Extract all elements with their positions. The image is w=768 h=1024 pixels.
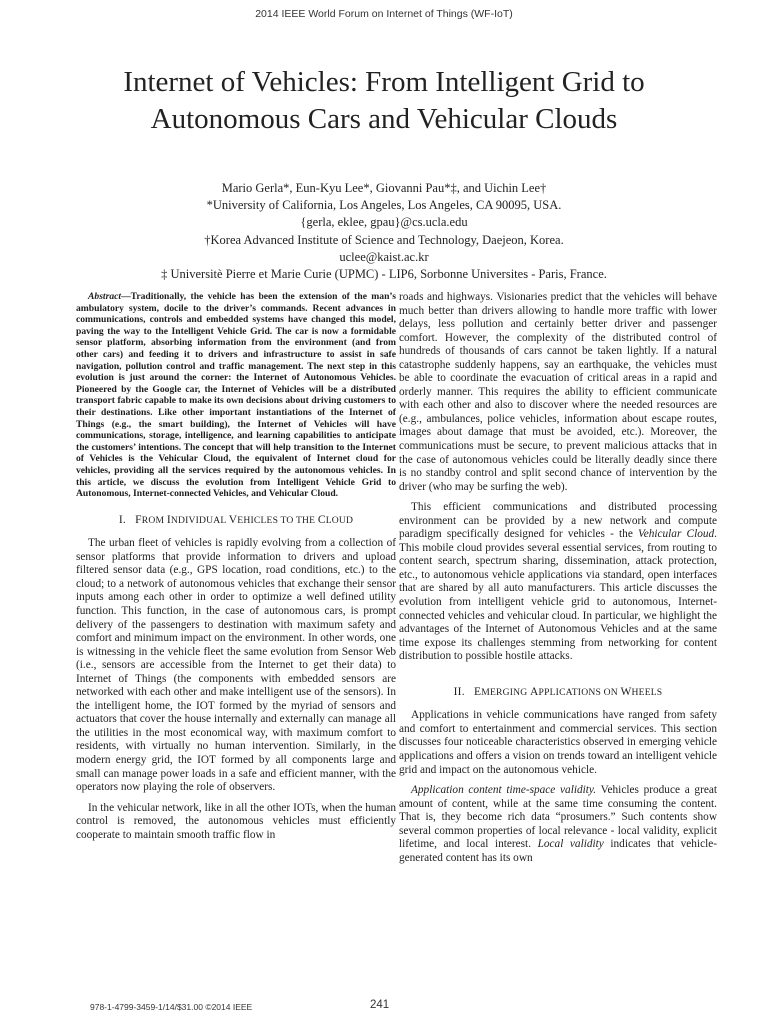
running-header: 2014 IEEE World Forum on Internet of Things (WF-IoT) xyxy=(255,8,513,20)
email-ucla: {gerla, eklee, gpau}@cs.ucla.edu xyxy=(300,215,468,230)
emphasis-text: Local validity xyxy=(537,838,604,851)
page-number: 241 xyxy=(370,999,390,1011)
affiliation-ucla: *University of California, Los Angeles, Los Angeles, CA 90095, USA. xyxy=(206,198,562,213)
right-column xyxy=(399,291,717,865)
body-paragraph: Applications in vehicle communications have ranged from safety and comfort to entertainment and commercial services. This section discusses four noticeable characteristics observed in emerging vehicle applications and offers a vision on trends toward an intelligent vehicle grid and impact on the autonomous vehicle. xyxy=(399,709,717,776)
heading-smallcaps: PPLICATIONS ON xyxy=(538,686,621,698)
section-heading-2 xyxy=(399,686,717,700)
text-run: indicates that vehicle-generated content has its own xyxy=(399,838,718,864)
body-paragraph: In the vehicular network, like in all the other IOTs, when the human control is removed, the autonomous vehicles must efficiently cooperate to maintain smooth traffic flow in xyxy=(76,801,396,841)
emphasis-text: Vehicular Cloud xyxy=(638,528,715,541)
heading-cap: C xyxy=(317,513,326,526)
abstract xyxy=(76,291,396,500)
paper-title-line-2: Autonomous Cars and Vehicular Clouds xyxy=(150,103,618,135)
paper-title-line-1: Internet of Vehicles: From Intelligent Grid to xyxy=(123,66,645,98)
text-run: . This mobile cloud provides several essential services, from routing to content search, spectrum sharing, dissemination, attack protection, etc., to autonomous vehicle applications via standard, open interfaces that are shared by all auto manufacturers. This article discusses the evolution from intelligent vehicle grid to autonomous, Internet-connected vehicles and vehicular cloud. In particular, we highlight the advantages of the Internet of Autonomous Vehicles and at the same time expose its challenges stemming from networking for content distribution to possible hostile attacks. xyxy=(399,528,717,663)
author-block xyxy=(40,180,728,283)
heading-cap: F xyxy=(135,513,142,526)
author-names: Mario Gerla*, Eun-Kyu Lee*, Giovanni Pau*‡, and Uichin Lee† xyxy=(221,181,547,195)
body-paragraph: roads and highways. Visionaries predict that the vehicles will behave much better than drivers allowing to handle more traffic with lower delays, less pollution and certainly better driver and passenger comfort. However, the complexity of the distributed control of hundreds of thousands of cars cannot be taken lightly. If a natural catastrophe suddenly happens, say an earthquake, the vehicles must be able to coordinate the evacuation of critical areas in a rapid and orderly manner. This requires the ability to efficient communicate with each other and also to discover where the needed resources are (e.g., ambulances, police vehicles, information about escape routes, images about damage that must be avoided, etc.). Moreover, the communications must be secure, to prevent malicious attacks that in the case of autonomous vehicles could be literally deadly since there is no standby control and split second chance of intervention by the driver (who may be surfing the web). xyxy=(399,291,717,493)
section-heading-1 xyxy=(76,514,396,528)
heading-smallcaps: ROM xyxy=(141,514,167,526)
abstract-text: —Traditionally, the vehicle has been the extension of the man’s ambulatory system, docile to the driver’s commands. Recent advances in communications, controls and embedded systems have changed this model, paving the way to the Intelligent Vehicle Grid. The car is now a formidable sensor platform, absorbing information from the environment (and from other cars) and feeding it to drivers and infrastructure to assist in safe navigation, pollution control and traffic management. The next step in this evolution is just around the corner: the Internet of Autonomous Vehicles. Pioneered by the Google car, the Internet of Vehicles will be a distributed transport fabric capable to make its own decisions about driving customers to their destinations. Like other important instantiations of the Internet of Things (e.g., the smart building), the Internet of Vehicles will have communications, storage, intelligence, and learning capabilities to anticipate the customers’ intentions. The concept that will help transition to the Internet of Vehicles is the Vehicular Cloud, the equivalent of Internet cloud for vehicles, providing all the services required by the autonomous vehicles. In this article, we discuss the evolution from Intelligent Vehicle Grid to Autonomous, Internet-connected Vehicles, and Vehicular Cloud. xyxy=(76,291,396,500)
heading-smallcaps: NDIVIDUAL xyxy=(170,514,229,526)
heading-cap: E xyxy=(474,685,482,698)
heading-cap: A xyxy=(530,685,539,698)
heading-cap: V xyxy=(228,513,238,526)
affiliation-upmc: ‡ Universitè Pierre et Marie Curie (UPMC) - LIP6, Sorbonne Universites - Paris, France. xyxy=(161,267,607,282)
heading-smallcaps: LOUD xyxy=(325,514,354,526)
affiliation-kaist: †Korea Advanced Institute of Science and Technology, Daejeon, Korea. xyxy=(204,232,564,247)
section-numeral: I. xyxy=(118,513,126,526)
heading-smallcaps: MERGING xyxy=(481,686,531,698)
email-kaist: uclee@kaist.ac.kr xyxy=(339,249,429,264)
body-paragraph xyxy=(399,784,717,865)
heading-smallcaps: HEELS xyxy=(631,686,663,698)
body-paragraph: The urban fleet of vehicles is rapidly evolving from a collection of sensor platforms that provide information to drivers and upload filtered sensor data (e.g., GPS location, road conditions, etc.) to the cloud; to a network of autonomous vehicles that exchange their sensor inputs among each other in order to optimize a well defined utility function. This function, in the case of autonomous cars, is prompt delivery of the passengers to destination with maximum safety and comfort and minimum impact on the environment. In other words, one is witnessing in the vehicle fleet the same evolution from Sensor Web (i.e., sensors are accessible from the Internet to get their data) to Internet of Things (the components with embedded sensors are networked with each other and make intelligent use of the sensors). In the intelligent home, the IOT formed by the myriad of sensors and actuators that cover the house internally and externally can manage all the utilities in the most economical way, with maximum comfort to residents, with virtually no human intervention. Similarly, in the modern energy grid, the IOT formed by all components large and small can manage power loads in a safe and efficient manner, with the operators now playing the role of observers. xyxy=(76,537,396,794)
emphasis-text: Application content time-space validity. xyxy=(411,784,597,797)
body-paragraph xyxy=(399,501,717,664)
text-run: This efficient communications and distributed processing environment can be provided by a new network and compute paradigm specifically designed for vehicles - the xyxy=(399,501,717,541)
text-run: Vehicles produce a great amount of content, while at the same time consuming the content. That is, they become rich data “prosumers.” Such contents show several common properties of local relevance - local validity, explicit lifetime, and local interest. xyxy=(399,784,717,851)
left-column xyxy=(76,291,396,842)
section-numeral: II. xyxy=(453,685,465,698)
heading-cap: I xyxy=(166,513,171,526)
heading-smallcaps: EHICLES TO THE xyxy=(237,514,318,526)
paper-title xyxy=(40,64,728,138)
abstract-label: Abstract xyxy=(88,291,122,302)
heading-cap: W xyxy=(620,685,632,698)
footer-isbn: 978-1-4799-3459-1/14/$31.00 ©2014 IEEE xyxy=(90,1002,253,1012)
